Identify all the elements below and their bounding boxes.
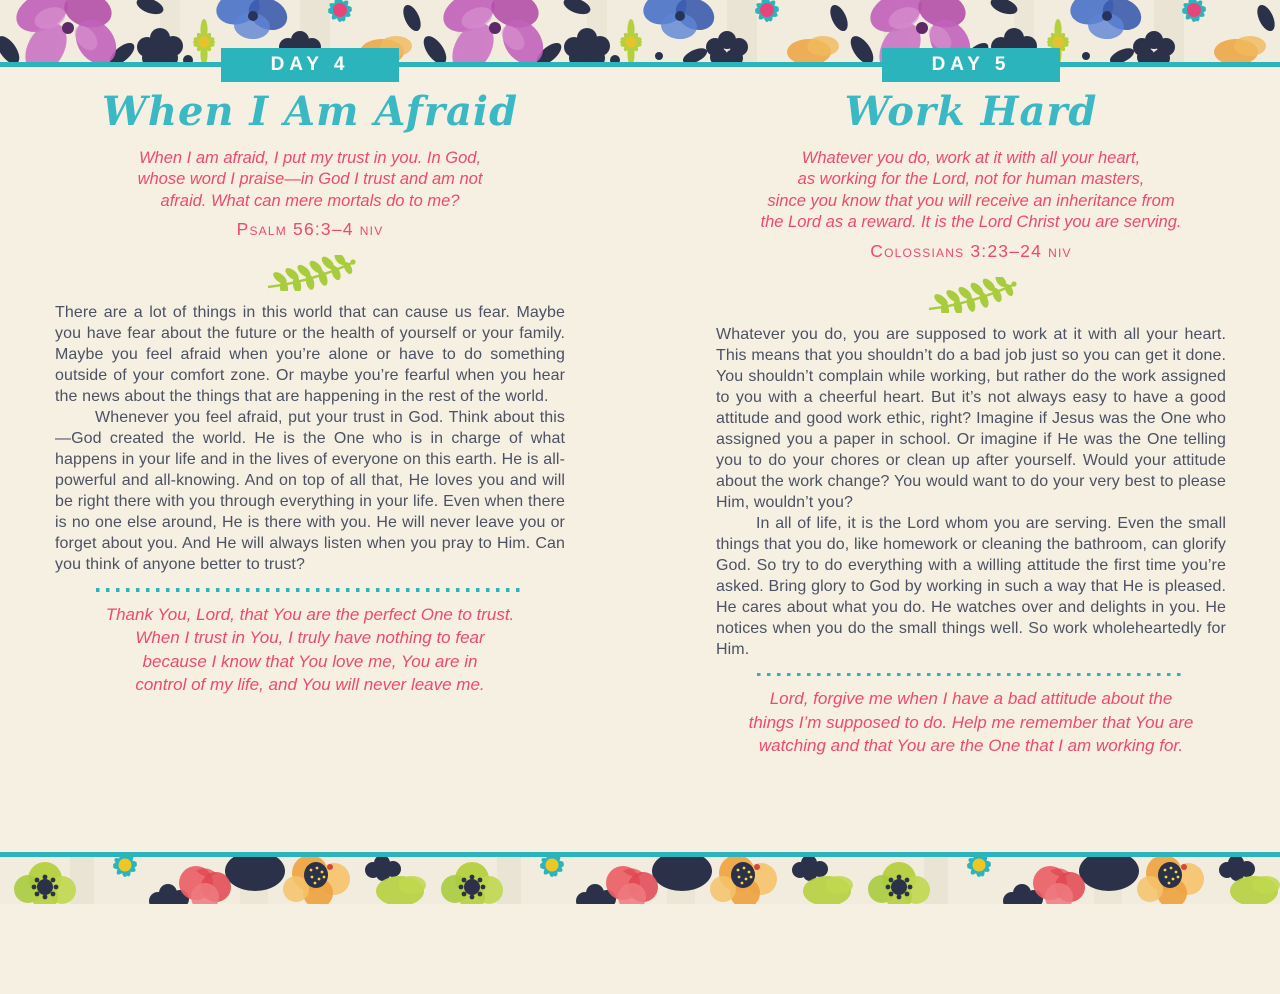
- devotional-page-left: [0, 0, 640, 904]
- body-paragraph: Whenever you feel afraid, put your trust in God. Think about this—God created the world. He is the One who is in charge of what happens in your life and in the lives of everyone on this earth. He is all-powerful and all-knowing. And on top of all that, He loves you and will be right there with you through everything in your life. Even when there is no one else around, He is there with you. He will never leave you or forget about you. And He will always listen when you pray to Him. Can you think of anyone better to trust?: [55, 409, 565, 574]
- day-label: DAY 4: [270, 54, 350, 75]
- prayer-line: Lord, forgive me when I have a bad attitude about the: [769, 689, 1173, 709]
- body-paragraph: There are a lot of things in this world that can cause us fear. Maybe you have fear about the future or the health of yourself or your family. Maybe you feel afraid when you’re alone or have to do something outside of your comfort zone. Or maybe you’re fearful when you hear the news about the things that are happening in the rest of the world.: [55, 304, 565, 406]
- prayer-line: because I know that You love me, You are in: [142, 651, 478, 671]
- prayer-line: When I trust in You, I truly have nothing to fear: [135, 628, 485, 648]
- right-text-column: [716, 0, 1226, 994]
- day-label: DAY 5: [931, 54, 1011, 75]
- scripture-line: When I am afraid, I put my trust in you. In God,: [138, 148, 482, 167]
- day-banner-left: [221, 48, 399, 82]
- body-paragraph: Whatever you do, you are supposed to work at it with all your heart. This means that you shouldn’t do a bad job just so you can get it done. You shouldn’t complain while working, but rather do the work assigned to you with a cheerful heart. But it’s not always easy to have a good attitude and good work ethic, right? Imagine if Jesus was the One who assigned you a paper in school. Or imagine if He was the One telling you to do your chores or clean up after yourself. Would your attitude about the work change? You would want to do your very best to please Him, wouldn’t you?: [716, 325, 1226, 511]
- day-banner-right: [882, 48, 1060, 82]
- scripture-reference-right: Colossians 3:23–24 niv: [870, 240, 1072, 261]
- devotion-title-right: Work Hard: [844, 88, 1098, 135]
- left-text-column: [55, 0, 565, 994]
- scripture-line: since you know that you will receive an inheritance from: [767, 191, 1175, 210]
- prayer-left: [55, 603, 565, 697]
- body-paragraph: In all of life, it is the Lord whom you are serving. Even the small things that you do, like homework or cleaning the bathroom, can glorify God. So try to do everything with a willing attitude the first time you’re asked. Bring glory to God by working in such a way that He is pleased. He cares about what you do. He watches over and delights in you. He notices when you do the small things well. So work wholeheartedly for Him.: [716, 514, 1226, 658]
- devotional-page-right: [640, 0, 1280, 904]
- scripture-quote-right: [716, 148, 1226, 234]
- prayer-line: Thank You, Lord, that You are the perfect One to trust.: [105, 604, 515, 624]
- scripture-line: the Lord as a reward. It is the Lord Christ you are serving.: [760, 213, 1182, 232]
- leaf-branch-ornament: [264, 255, 356, 291]
- scripture-line: Whatever you do, work at it with all your heart,: [801, 148, 1141, 167]
- prayer-line: control of my life, and You will never leave me.: [135, 675, 485, 695]
- prayer-line: things I’m supposed to do. Help me remember that You are: [748, 712, 1194, 732]
- dotted-divider: [96, 588, 524, 592]
- scripture-line: afraid. What can mere mortals do to me?: [160, 191, 460, 210]
- dotted-divider: [757, 673, 1185, 677]
- leaf-branch-ornament: [925, 277, 1017, 313]
- scripture-quote-left: [55, 148, 565, 213]
- prayer-right: [716, 687, 1226, 758]
- scripture-reference-left: Psalm 56:3–4 niv: [236, 219, 384, 240]
- scripture-line: as working for the Lord, not for human masters,: [797, 170, 1145, 189]
- devotion-title-left: When I Am Afraid: [101, 88, 519, 135]
- scripture-line: whose word I praise—in God I trust and am not: [137, 170, 483, 189]
- prayer-line: watching and that You are the One that I am working for.: [758, 736, 1184, 756]
